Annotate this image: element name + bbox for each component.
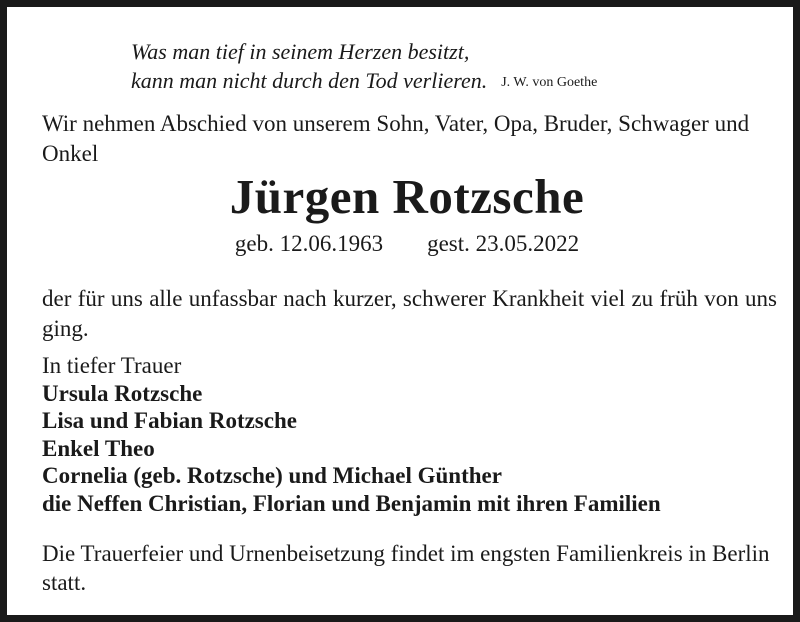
quote-line-1: Was man tief in seinem Herzen besitzt, [131, 39, 470, 64]
mourners-list [42, 352, 782, 517]
mourner-name: Ursula Rotzsche [42, 380, 203, 406]
goethe-quote [131, 37, 731, 97]
mourner-name: die Neffen Christian, Florian und Benjamin mit ihren Familien [42, 490, 661, 516]
birth-date: geb. 12.06.1963 [234, 231, 384, 256]
mourner-name: Enkel Theo [42, 435, 155, 461]
passing-text: der für uns alle unfassbar nach kurzer, schwerer Krankheit viel zu früh von uns ging. [42, 286, 777, 341]
quote-line-2 [131, 66, 731, 97]
quote-line-2-text: kann man nicht durch den Tod verlieren. [131, 68, 488, 93]
deceased-name: Jürgen Rotzsche [229, 169, 585, 224]
funeral-notice: Die Trauerfeier und Urnenbeisetzung findet im engsten Familienkreis in Berlin statt. [42, 541, 770, 595]
mourning-heading: In tiefer Trauer [42, 353, 182, 378]
death-date: gest. 23.05.2022 [427, 231, 580, 256]
quote-author: J. W. von Goethe [501, 75, 598, 90]
life-dates [7, 229, 800, 259]
mourner-name: Lisa und Fabian Rotzsche [42, 408, 297, 433]
farewell-intro: Wir nehmen Abschied von unserem Sohn, Vater, Opa, Bruder, Schwager und Onkel [42, 111, 750, 166]
mourner-name: Cornelia (geb. Rotzsche) und Michael Günther [42, 463, 502, 488]
